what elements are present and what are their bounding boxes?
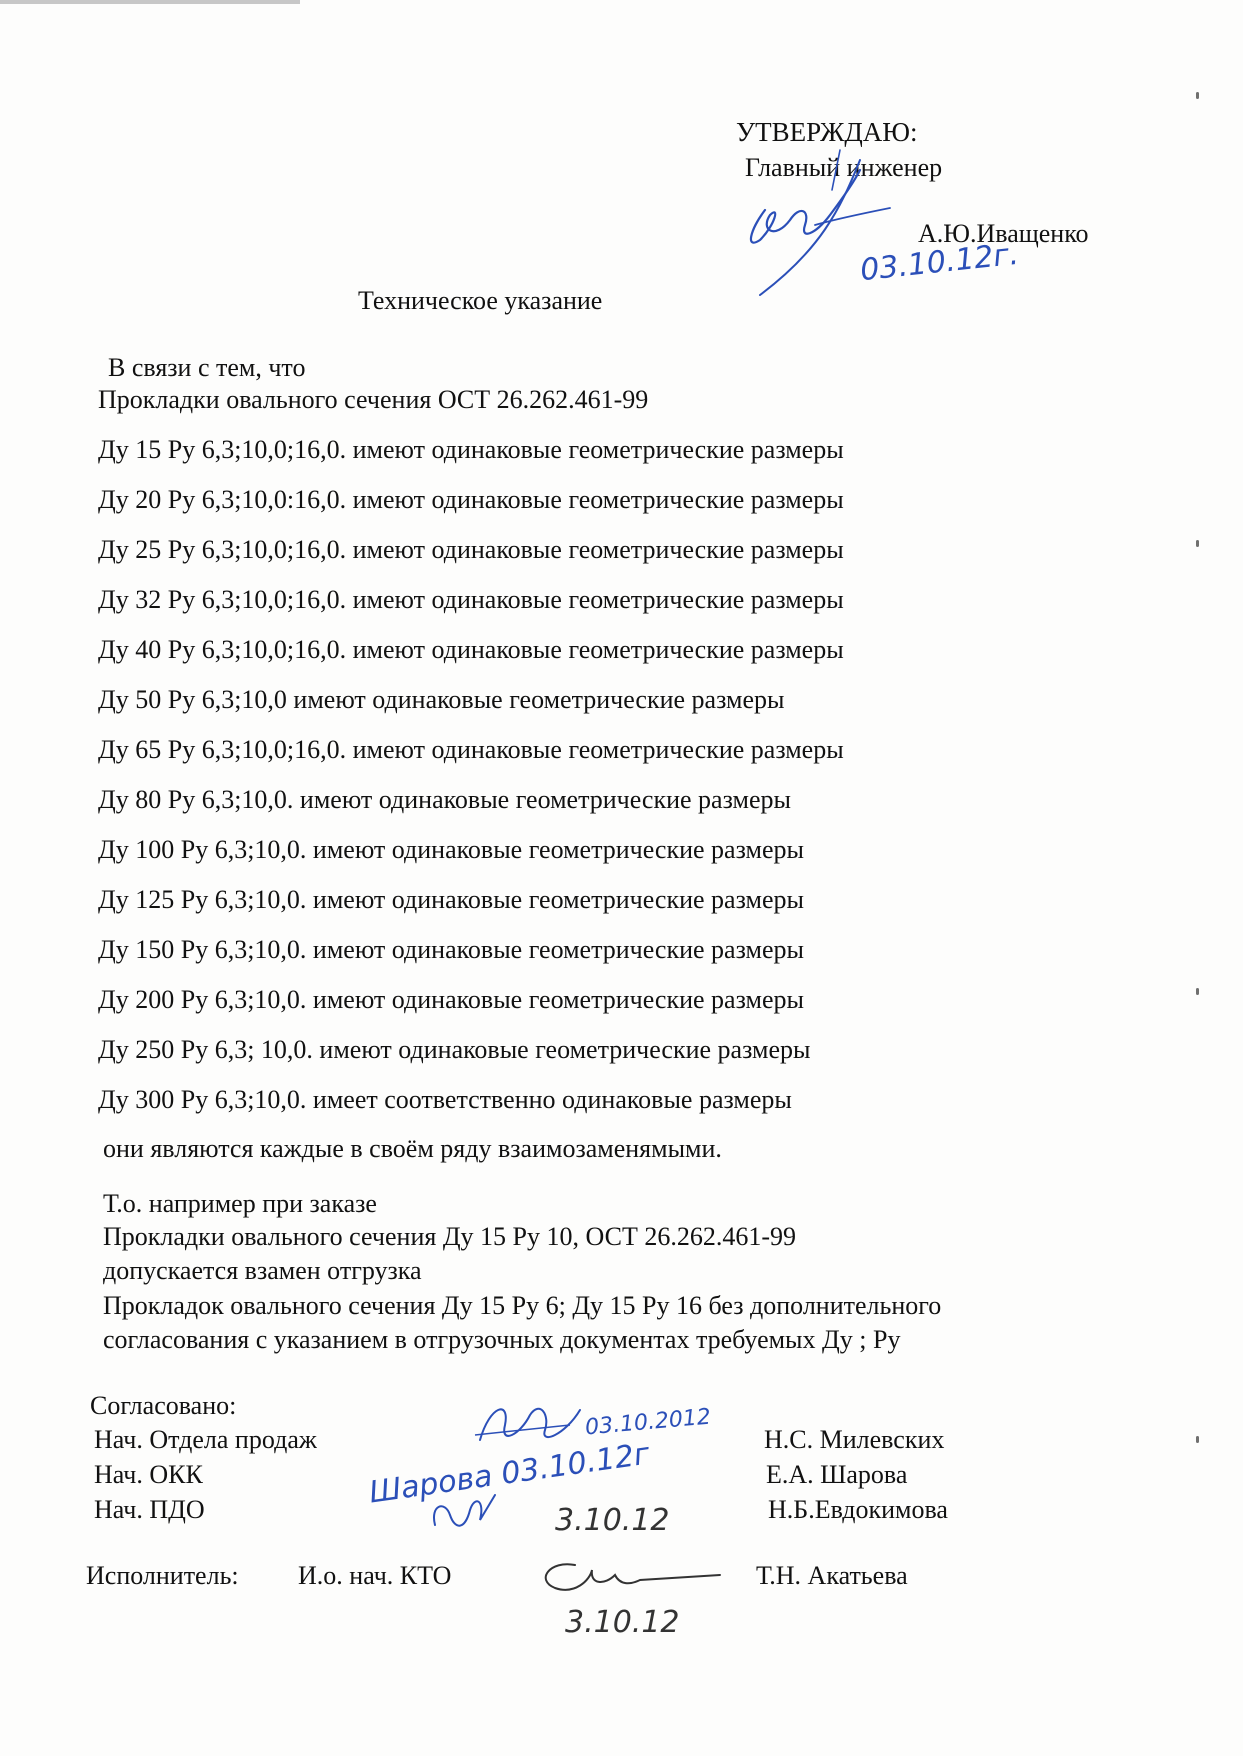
- executor-name: Т.Н. Акатьева: [756, 1561, 908, 1590]
- quality-head-signature: Шарова 03.10.12г: [366, 1436, 652, 1511]
- list-item: Ду 32 Ру 6,3;10,0;16,0. имеют одинаковые геометрические размеры: [98, 585, 844, 614]
- agreed-position: Нач. Отдела продаж: [94, 1425, 317, 1454]
- agreed-name: Н.Б.Евдокимова: [768, 1495, 948, 1524]
- list-item: Ду 150 Ру 6,3;10,0. имеют одинаковые геометрические размеры: [98, 935, 804, 964]
- planning-head-signature: [425, 1490, 515, 1540]
- list-item: Ду 200 Ру 6,3;10,0. имеют одинаковые геометрические размеры: [98, 985, 804, 1014]
- list-item: Ду 40 Ру 6,3;10,0;16,0. имеют одинаковые геометрические размеры: [98, 635, 844, 664]
- scan-speck: [1196, 540, 1199, 547]
- example-line: допускается взамен отгрузка: [103, 1256, 422, 1285]
- example-line: Прокладок овального сечения Ду 15 Ру 6; Ду 15 Ру 16 без дополнительного: [103, 1291, 942, 1320]
- list-item: Ду 80 Ру 6,3;10,0. имеют одинаковые геометрические размеры: [98, 785, 791, 814]
- list-item: Ду 20 Ру 6,3;10,0:16,0. имеют одинаковые геометрические размеры: [98, 485, 844, 514]
- example-line: Т.о. например при заказе: [103, 1189, 377, 1218]
- example-line: согласования с указанием в отгрузочных документах требуемых Ду ; Ру: [103, 1325, 901, 1354]
- executor-signature: [530, 1550, 730, 1600]
- list-item: Ду 100 Ру 6,3;10,0. имеют одинаковые геометрические размеры: [98, 835, 804, 864]
- list-item: Ду 65 Ру 6,3;10,0;16,0. имеют одинаковые геометрические размеры: [98, 735, 844, 764]
- intro-line-1: В связи с тем, что: [108, 353, 306, 382]
- approval-position: Главный инженер: [745, 153, 943, 182]
- approval-name: А.Ю.Иващенко: [918, 219, 1089, 248]
- example-line: Прокладки овального сечения Ду 15 Ру 10, ОСТ 26.262.461-99: [103, 1222, 796, 1251]
- executor-label: Исполнитель:: [86, 1561, 239, 1590]
- agreed-name: Н.С. Милевских: [764, 1425, 945, 1454]
- list-item: Ду 15 Ру 6,3;10,0;16,0. имеют одинаковые геометрические размеры: [98, 435, 844, 464]
- list-item: Ду 50 Ру 6,3;10,0 имеют одинаковые геометрические размеры: [98, 685, 785, 714]
- agreed-heading: Согласовано:: [90, 1391, 237, 1420]
- sales-head-date: 03.10.2012: [584, 1404, 712, 1441]
- agreed-name: Е.А. Шарова: [766, 1460, 908, 1489]
- list-item: Ду 125 Ру 6,3;10,0. имеют одинаковые геометрические размеры: [98, 885, 804, 914]
- list-item: Ду 250 Ру 6,3; 10,0. имеют одинаковые геометрические размеры: [98, 1035, 811, 1064]
- planning-head-date: 3.10.12: [555, 1503, 670, 1538]
- intro-line-2: Прокладки овального сечения ОСТ 26.262.461-99: [98, 385, 649, 414]
- list-item: Ду 300 Ру 6,3;10,0. имеет соответственно одинаковые размеры: [98, 1085, 792, 1114]
- list-item: Ду 25 Ру 6,3;10,0;16,0. имеют одинаковые геометрические размеры: [98, 535, 844, 564]
- approval-heading: УТВЕРЖДАЮ:: [736, 117, 918, 147]
- executor-position: И.о. нач. КТО: [298, 1561, 452, 1590]
- agreed-position: Нач. ОКК: [94, 1460, 203, 1489]
- conclusion-text: они являются каждые в своём ряду взаимозаменямыми.: [103, 1134, 722, 1163]
- scan-speck: [1196, 92, 1199, 99]
- approval-signature-date: 03.10.12г.: [858, 236, 1021, 289]
- scan-speck: [1196, 988, 1199, 995]
- document-title: Техническое указание: [358, 286, 603, 315]
- executor-date: 3.10.12: [565, 1605, 680, 1640]
- agreed-position: Нач. ПДО: [94, 1495, 205, 1524]
- scan-edge: [0, 0, 300, 4]
- scan-speck: [1196, 1436, 1199, 1443]
